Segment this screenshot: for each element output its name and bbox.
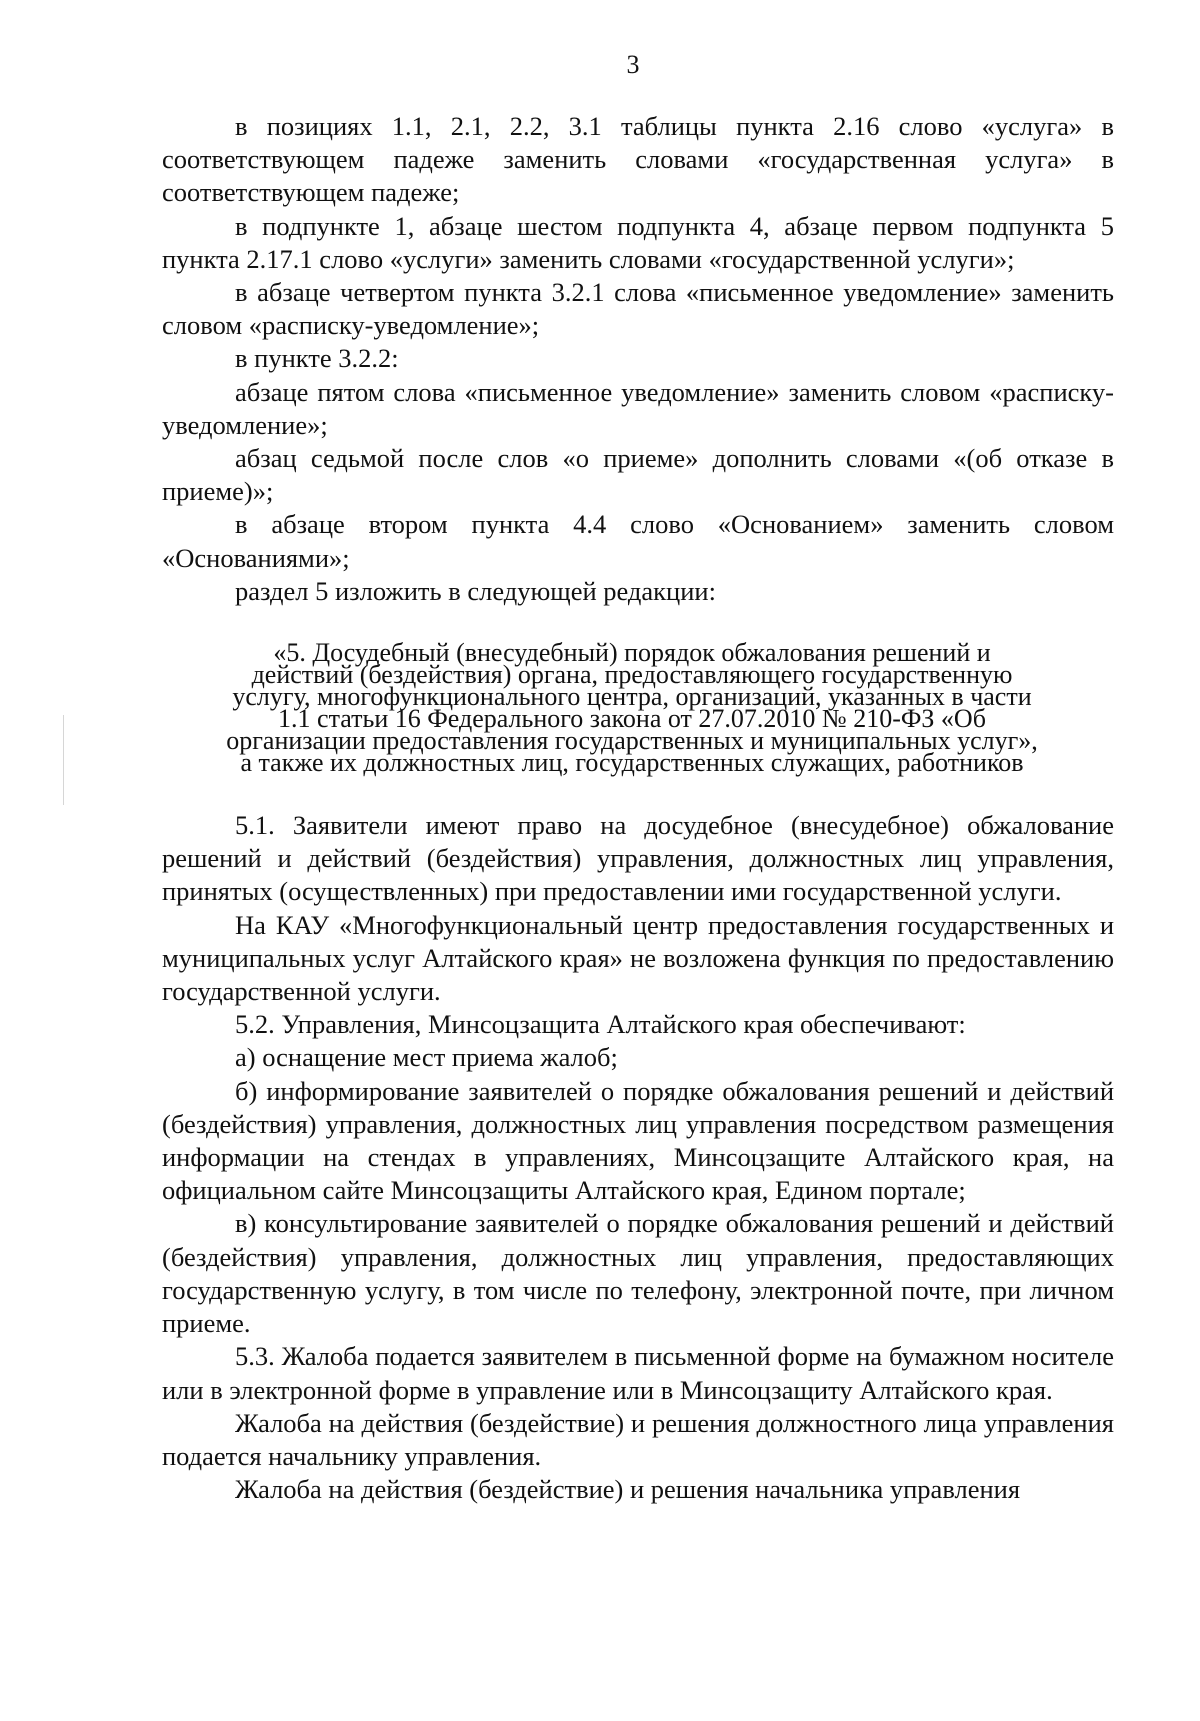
amendment-paragraph-positions: в позициях 1.1, 2.1, 2.2, 3.1 таблицы пункта 2.16 слово «услуга» в соответствующем падеже заменить словами «государственная услуга» в соответствующем падеже; [162, 111, 1114, 208]
amendment-paragraph-4-4: в абзаце втором пункта 4.4 слово «Основанием» заменить словом «Основаниями»; [162, 509, 1114, 573]
section-paragraph-5-2: 5.2. Управления, Минсоцзащита Алтайского края обеспечивают: [235, 1009, 966, 1040]
section-paragraph-a: а) оснащение мест приема жалоб; [235, 1042, 618, 1073]
document-body [162, 110, 1114, 1506]
section-5-heading: «5. Досудебный (внесудебный) порядок обжалования решений и действий (бездействия) органа, предоставляющего государственную услугу, многофункционального центра, организаций, указанных в части 1.1 статьи 16 Федерального закона от 27.07.2010 № 210-ФЗ «Об организации предоставления государственных и муниципальных услуг», а также их должностных лиц, государственных служащих, работников [226, 638, 1038, 778]
section-paragraph-complaint-official: Жалоба на действия (бездействие) и решения должностного лица управления подается начальнику управления. [162, 1407, 1114, 1471]
amendment-paragraph-subclause-1: в подпункте 1, абзаце шестом подпункта 4, абзаце первом подпункта 5 пункта 2.17.1 слово «услуги» заменить словами «государственной услуги»; [162, 210, 1114, 274]
scan-margin-mark [63, 715, 64, 805]
amendment-paragraph-fifth: абзаце пятом слова «письменное уведомление» заменить словом «расписку-уведомление»; [162, 376, 1114, 440]
section-paragraph-5-3: 5.3. Жалоба подается заявителем в письменной форме на бумажном носителе или в электронной форме в управление или в Минсоцзащиту Алтайского края. [162, 1341, 1114, 1405]
amendment-paragraph-3-2-1: в абзаце четвертом пункта 3.2.1 слова «письменное уведомление» заменить словом «расписку-уведомление»; [162, 277, 1114, 341]
section-paragraph-v: в) консультирование заявителей о порядке обжалования решений и действий (бездействия) управления, должностных лиц управления, предоставляющих государственную услугу, в том числе по телефону, электронной почте, при личном приеме. [162, 1208, 1114, 1339]
section-paragraph-5-1: 5.1. Заявители имеют право на досудебное (внесудебное) обжалование решений и действий (бездействия) управления, должностных лиц управления, принятых (осуществленных) при предоставлении ими государственной услуги. [162, 810, 1114, 907]
amendment-paragraph-3-2-2: в пункте 3.2.2: [235, 343, 399, 374]
section-paragraph-mfc: На КАУ «Многофункциональный центр предоставления государственных и муниципальных услуг Алтайского края» не возложена функция по предоставлению государственной услуги. [162, 909, 1114, 1007]
amendment-paragraph-section-5: раздел 5 изложить в следующей редакции: [235, 575, 716, 606]
section-paragraph-complaint-head: Жалоба на действия (бездействие) и решения начальника управления [235, 1474, 1021, 1505]
page-number: 3 [626, 50, 640, 79]
section-paragraph-b: б) информирование заявителей о порядке обжалования решений и действий (бездействия) управления, должностных лиц управления посредством размещения информации на стендах в управлениях, Минсоцзащите Алтайского края, на официальном сайте Минсоцзащиты Алтайского края, Едином портале; [162, 1075, 1114, 1206]
amendment-paragraph-seventh: абзац седьмой после слов «о приеме» дополнить словами «(об отказе в приеме)»; [162, 443, 1114, 507]
